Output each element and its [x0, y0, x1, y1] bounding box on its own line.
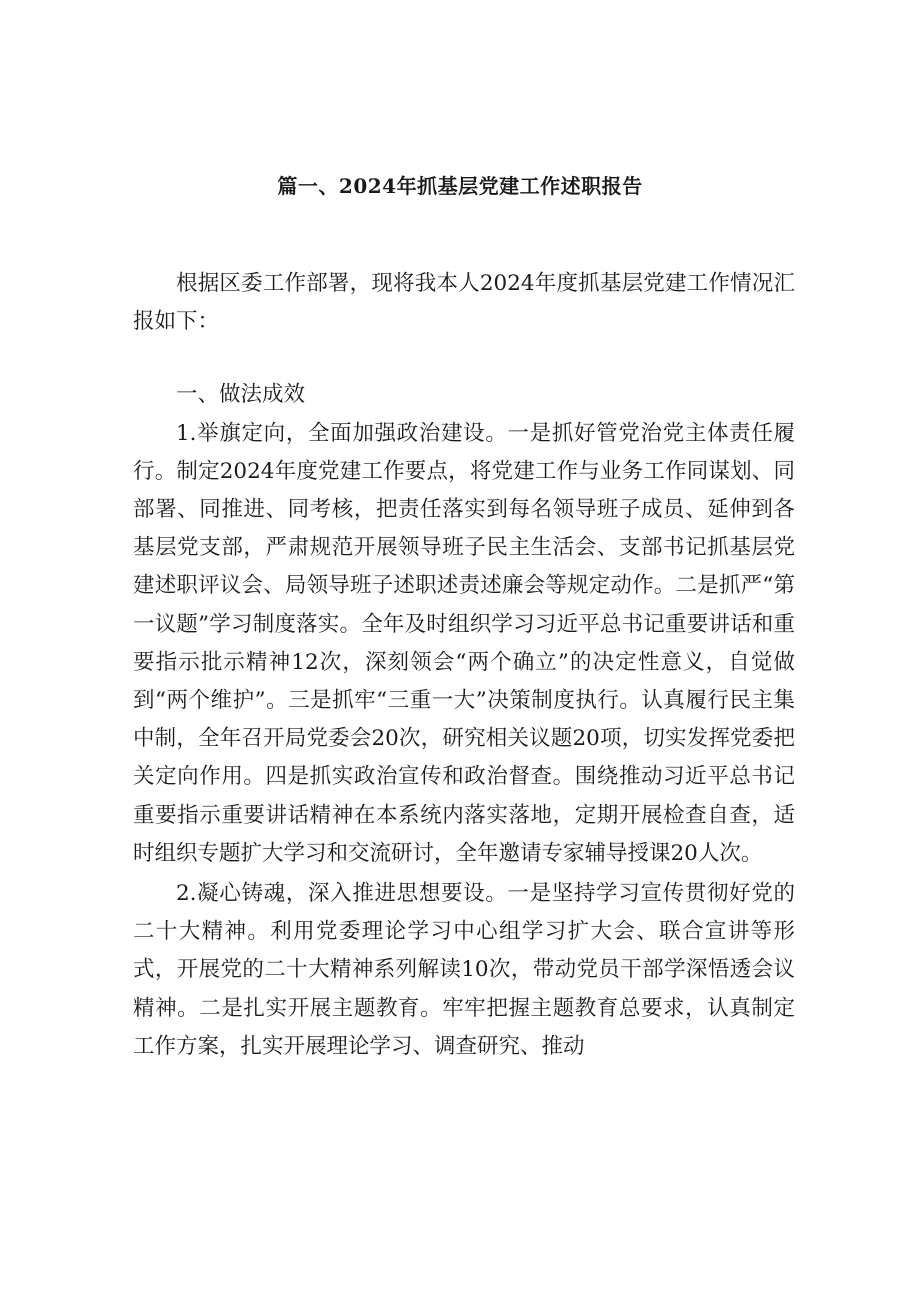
section-heading: 一、做法成效 — [176, 382, 306, 408]
body-paragraph-1: 1.举旗定向，全面加强政治建设。一是抓好管党治党主体责任履行。制定2024年度党建工作要点，将党建工作与业务工作同谋划、同部署、同推进、同考核，把责任落实到每名领导班子成员、延伸到各基层党支部，严肃规范开展领导班子民主生活会、支部书记抓基层党建述职评议会、局领导班子述职述责述廉会等规定动作。二是抓严“第一议题”学习制度落实。全年及时组织学习习近平总书记重要讲话和重要指示批示精神12次，深刻领会“两个确立”的决定性意义，自觉做到“两个维护”。三是抓牢“三重一大”决策制度执行。认真履行民主集中制，全年召开局党委会20次，研究相关议题20项，切实发挥党委把关定向作用。四是抓实政治宣传和政治督查。围绕推动习近平总书记重要指示重要讲话精神在本系统内落实落地，定期开展检查自查，适时组织专题扩大学习和交流研讨，全年邀请专家辅导授课20人次。 — [133, 420, 795, 866]
body-paragraph-2: 2.凝心铸魂，深入推进思想要设。一是坚持学习宣传贯彻好党的二十大精神。利用党委理论学习中心组学习扩大会、联合宣讲等形式，开展党的二十大精神系列解读10次，带动党员干部学深悟透会议精神。二是扎实开展主题教育。牢牢把握主题教育总要求，认真制定工作方案，扎实开展理论学习、调查研究、推动 — [133, 881, 795, 1059]
intro-paragraph: 根据区委工作部署，现将我本人2024年度抓基层党建工作情况汇报如下： — [133, 271, 795, 335]
document-title: 篇一、2024年抓基层党建工作述职报告 — [277, 174, 643, 198]
document-body — [133, 265, 795, 1066]
